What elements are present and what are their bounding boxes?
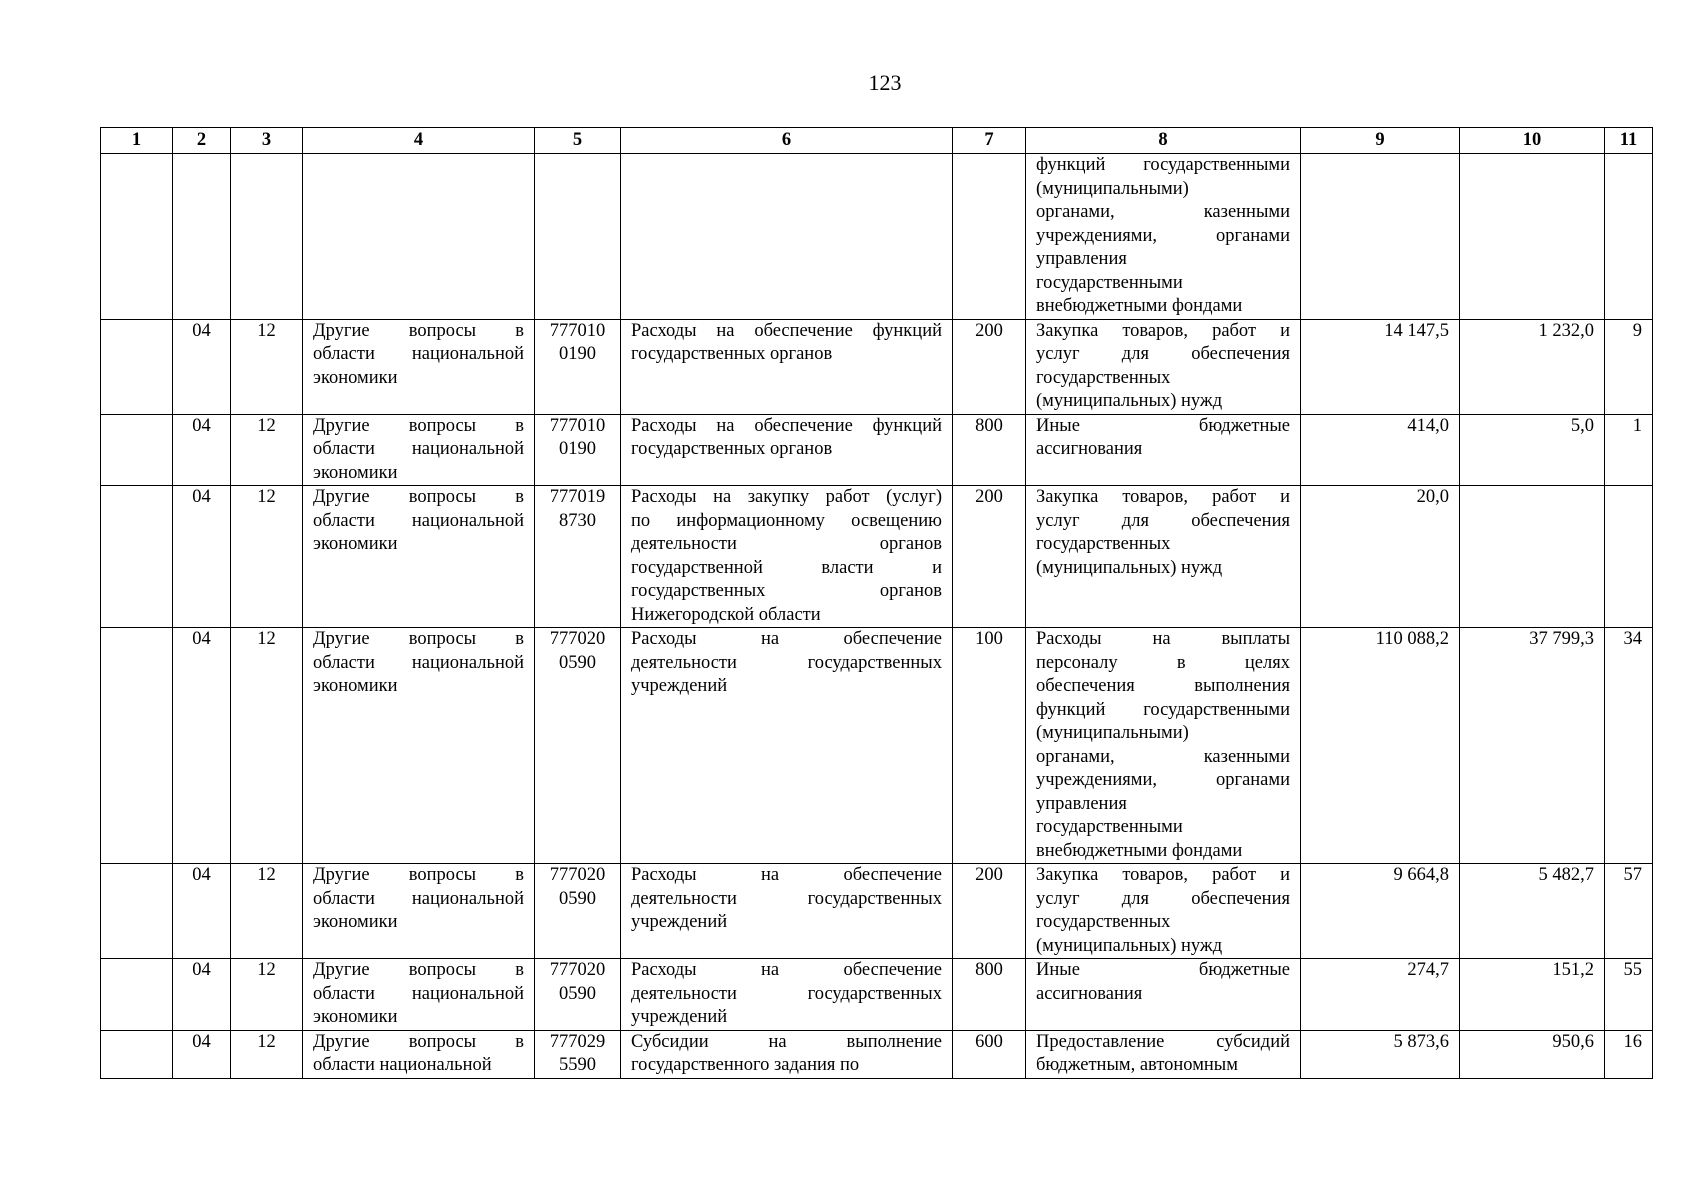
cell-c8 [1026,959,1301,1031]
column-header-6: 6 [621,128,953,154]
cell-line: (муниципальных) нужд [1036,935,1223,956]
cell-line: Расходы на обеспечение [631,629,942,649]
cell-line: Субсидии на выполнение [631,1031,942,1052]
cell-c9: 14 147,5 [1301,319,1460,414]
cell-line: государственной власти и [631,557,942,578]
column-header-8: 8 [1026,128,1301,154]
cell-line: (муниципальными) [1036,723,1189,743]
cell-line: деятельности государственных [631,983,942,1004]
cell-c4 [303,414,535,486]
cell-c9: 20,0 [1301,486,1460,628]
cell-c6 [621,154,953,320]
cell-line: Нижегородской области [631,604,821,625]
cell-line: Иные бюджетные [1036,960,1290,980]
cell-line: государственного задания по [631,1055,860,1075]
cell-line: 0590 [559,888,596,909]
cell-c7: 100 [953,628,1026,864]
cell-c4 [303,959,535,1031]
cell-line: по информационному освещению [631,510,942,531]
cell-line: области национальной [313,510,524,531]
cell-c5 [535,154,621,320]
cell-line: деятельности органов [631,534,942,554]
cell-line: области национальной [313,1055,492,1075]
cell-c5 [535,864,621,959]
cell-c3: 12 [231,959,303,1031]
cell-c3: 12 [231,1030,303,1078]
cell-line: Другие вопросы в [313,415,524,436]
cell-line: (муниципальных) нужд [1036,391,1223,411]
cell-line: Расходы на закупку работ (услуг) [631,487,942,507]
cell-line: ассигнования [1036,439,1143,459]
cell-line: 777019 [549,487,606,507]
cell-line: учреждений [631,1007,728,1027]
cell-line: экономики [313,367,398,388]
table-row [101,154,1653,320]
cell-line: управления [1036,249,1127,269]
column-header-3: 3 [231,128,303,154]
cell-line: 777020 [549,865,606,885]
cell-line: Иные бюджетные [1036,415,1290,436]
cell-line: персоналу в целях [1036,652,1290,673]
cell-c7: 600 [953,1030,1026,1078]
cell-c4 [303,486,535,628]
cell-c5 [535,628,621,864]
cell-c6 [621,628,953,864]
column-header-9: 9 [1301,128,1460,154]
cell-line: Предоставление субсидий [1036,1031,1290,1052]
cell-line: области национальной [313,344,524,364]
cell-line: 777010 [549,320,606,341]
cell-c5 [535,414,621,486]
cell-line: внебюджетными фондами [1036,840,1243,861]
cell-c2: 04 [173,959,231,1031]
cell-line: государственных органов [631,439,833,459]
cell-line: области национальной [313,983,524,1004]
cell-c7 [953,154,1026,320]
cell-c9: 110 088,2 [1301,628,1460,864]
budget-table [100,127,1653,1079]
cell-c11: 55 [1605,959,1653,1031]
cell-line: 777020 [549,629,606,649]
cell-c7: 800 [953,959,1026,1031]
cell-c3: 12 [231,486,303,628]
cell-c8 [1026,154,1301,320]
cell-line: обеспечения выполнения [1036,676,1290,696]
column-header-11: 11 [1605,128,1653,154]
column-header-4: 4 [303,128,535,154]
cell-line: Другие вопросы в [313,320,524,341]
table-row [101,319,1653,414]
cell-line: услуг для обеспечения [1036,888,1290,909]
cell-c2: 04 [173,414,231,486]
cell-line: управления [1036,793,1127,814]
cell-c3: 12 [231,319,303,414]
cell-c6 [621,486,953,628]
column-header-2: 2 [173,128,231,154]
cell-line: Другие вопросы в [313,629,524,649]
cell-c5 [535,319,621,414]
cell-line: услуг для обеспечения [1036,344,1290,364]
cell-line: Другие вопросы в [313,960,524,980]
cell-line: государственных [1036,912,1171,932]
cell-c6 [621,1030,953,1078]
cell-line: Закупка товаров, работ и [1036,487,1290,507]
cell-line: ассигнования [1036,983,1143,1004]
column-header-5: 5 [535,128,621,154]
cell-c8 [1026,1030,1301,1078]
cell-c8 [1026,864,1301,959]
cell-c3: 12 [231,414,303,486]
cell-line: Расходы на обеспечение функций [631,415,942,436]
cell-line: государственных органов [631,581,942,601]
cell-c10: 950,6 [1460,1030,1605,1078]
cell-c10: 5 482,7 [1460,864,1605,959]
cell-c9: 414,0 [1301,414,1460,486]
cell-line: Другие вопросы в [313,1031,524,1052]
cell-c6 [621,414,953,486]
cell-c1 [101,154,173,320]
cell-line: 8730 [559,510,596,531]
cell-line: экономики [313,534,398,554]
cell-c5 [535,959,621,1031]
cell-line: экономики [313,462,398,483]
cell-c2: 04 [173,486,231,628]
cell-c1 [101,628,173,864]
cell-line: 777010 [549,415,606,436]
cell-line: государственными [1036,272,1183,293]
cell-line: экономики [313,676,398,696]
cell-c11: 9 [1605,319,1653,414]
cell-c4 [303,1030,535,1078]
cell-line: Другие вопросы в [313,487,524,507]
cell-c4 [303,319,535,414]
cell-c7: 200 [953,864,1026,959]
cell-line: функций государственными [1036,699,1290,720]
cell-c10: 37 799,3 [1460,628,1605,864]
cell-c8 [1026,414,1301,486]
cell-c11 [1605,154,1653,320]
cell-line: органами, казенными [1036,746,1290,767]
cell-line: 0190 [559,344,596,364]
cell-c4 [303,628,535,864]
cell-c2: 04 [173,864,231,959]
cell-c3: 12 [231,628,303,864]
table-row [101,486,1653,628]
cell-line: бюджетным, автономным [1036,1055,1238,1075]
cell-c5 [535,1030,621,1078]
cell-line: 5590 [559,1055,596,1075]
cell-c4 [303,154,535,320]
cell-c1 [101,319,173,414]
cell-line: государственных органов [631,344,833,364]
cell-c7: 200 [953,486,1026,628]
cell-line: внебюджетными фондами [1036,296,1243,316]
cell-line: 0590 [559,652,596,673]
cell-c9: 9 664,8 [1301,864,1460,959]
cell-c8 [1026,319,1301,414]
cell-c11: 1 [1605,414,1653,486]
cell-c1 [101,414,173,486]
cell-c7: 200 [953,319,1026,414]
cell-line: государственных [1036,534,1171,554]
table-row [101,864,1653,959]
cell-c11: 16 [1605,1030,1653,1078]
cell-line: экономики [313,912,398,932]
cell-c2: 04 [173,1030,231,1078]
cell-c2 [173,154,231,320]
cell-c10: 1 232,0 [1460,319,1605,414]
cell-line: области национальной [313,888,524,909]
cell-line: (муниципальными) [1036,178,1189,199]
cell-c8 [1026,628,1301,864]
cell-c11 [1605,486,1653,628]
cell-line: государственных [1036,367,1171,388]
cell-line: Другие вопросы в [313,865,524,885]
cell-c10 [1460,154,1605,320]
cell-c1 [101,1030,173,1078]
cell-c9 [1301,154,1460,320]
cell-line: 0590 [559,983,596,1004]
cell-line: учреждений [631,676,728,696]
table-row [101,628,1653,864]
cell-c7: 800 [953,414,1026,486]
cell-line: области национальной [313,652,524,673]
cell-c1 [101,864,173,959]
cell-line: (муниципальных) нужд [1036,557,1223,578]
table-row [101,959,1653,1031]
cell-line: функций государственными [1036,155,1290,175]
cell-c6 [621,319,953,414]
cell-c10 [1460,486,1605,628]
cell-line: экономики [313,1007,398,1027]
cell-line: учреждениями, органами [1036,225,1290,246]
cell-c6 [621,959,953,1031]
table-row [101,414,1653,486]
cell-c1 [101,959,173,1031]
cell-line: услуг для обеспечения [1036,510,1290,531]
cell-c2: 04 [173,628,231,864]
cell-line: деятельности государственных [631,652,942,673]
cell-c10: 5,0 [1460,414,1605,486]
cell-line: 777020 [549,960,606,980]
cell-c3: 12 [231,864,303,959]
column-header-7: 7 [953,128,1026,154]
cell-line: 0190 [559,439,596,459]
cell-line: Расходы на обеспечение функций [631,320,942,341]
table-row [101,1030,1653,1078]
cell-line: Расходы на обеспечение [631,865,942,885]
cell-c6 [621,864,953,959]
cell-c4 [303,864,535,959]
cell-c3 [231,154,303,320]
cell-line: государственными [1036,817,1183,837]
cell-c11: 34 [1605,628,1653,864]
cell-line: Закупка товаров, работ и [1036,865,1290,885]
cell-c1 [101,486,173,628]
column-header-10: 10 [1460,128,1605,154]
cell-c10: 151,2 [1460,959,1605,1031]
header-row [101,128,1653,154]
cell-line: Расходы на выплаты [1036,629,1290,649]
cell-line: Расходы на обеспечение [631,960,942,980]
cell-line: 777029 [549,1031,606,1052]
cell-line: учреждениями, органами [1036,770,1290,790]
cell-c5 [535,486,621,628]
page-number: 123 [868,70,902,95]
cell-line: деятельности государственных [631,888,942,909]
table-body [101,154,1653,1079]
cell-c2: 04 [173,319,231,414]
cell-line: области национальной [313,439,524,459]
cell-c9: 5 873,6 [1301,1030,1460,1078]
cell-line: учреждений [631,912,728,932]
cell-line: органами, казенными [1036,202,1290,222]
cell-c11: 57 [1605,864,1653,959]
cell-c8 [1026,486,1301,628]
cell-c9: 274,7 [1301,959,1460,1031]
cell-line: Закупка товаров, работ и [1036,320,1290,341]
column-header-1: 1 [101,128,173,154]
